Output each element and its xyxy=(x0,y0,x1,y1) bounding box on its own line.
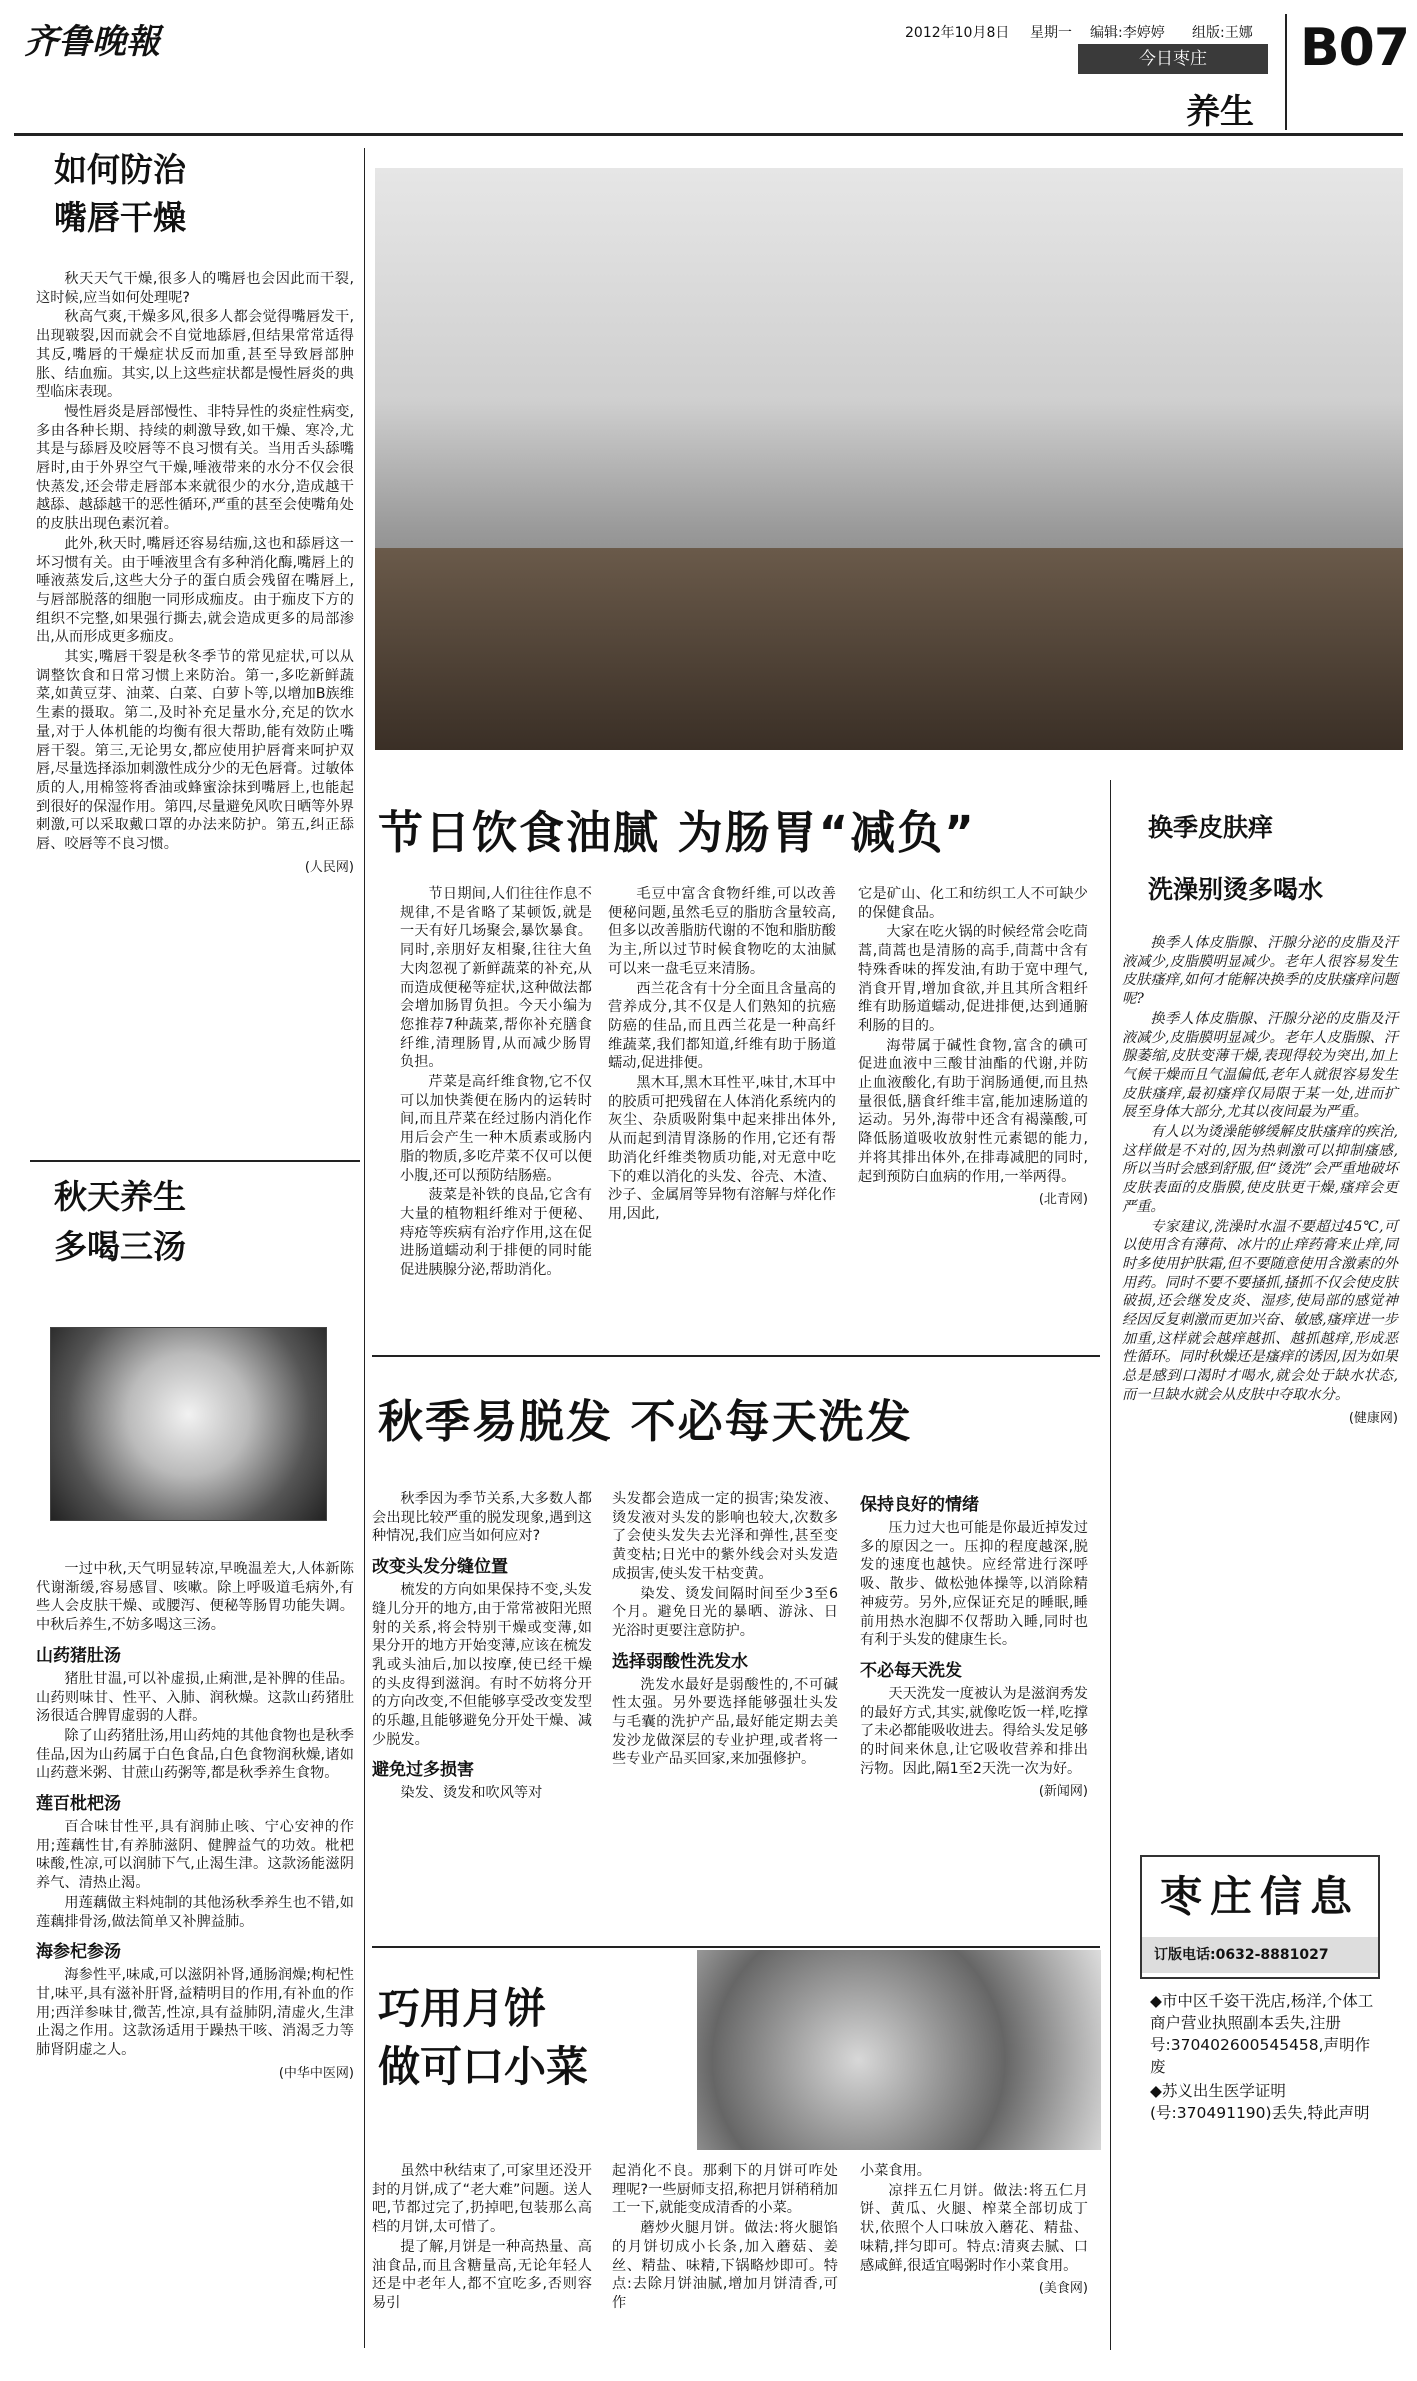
source-credit: (人民网) xyxy=(304,859,354,875)
soup-heading: 山药猪肚汤 xyxy=(36,1645,121,1666)
column-divider xyxy=(364,148,365,2348)
paragraph: 菠菜是补铁的良品,它含有大量的植物粗纤维对于便秘、痔疮等疾病有治疗作用,这在促进肠道蠕动利于排便的同时能促进胰腺分泌,帮助消化。 xyxy=(400,1187,592,1279)
divider xyxy=(30,1160,360,1162)
article-hair-col-3 xyxy=(860,1490,1088,1799)
paragraph: 秋高气爽,干燥多风,很多人都会觉得嘴唇发干,出现皲裂,因而就会不自觉地舔唇,但结果常常适得其反,嘴唇的干燥症状反而加重,甚至导致唇部肿胀、结血痂。其实,以上这些症状都是慢性唇炎的典型临床表现。 xyxy=(36,309,354,401)
paragraph: 慢性唇炎是唇部慢性、非特异性的炎症性病变,多由各种长期、持续的刺激导致,如干燥、寒冷,尤其是与舔唇及咬唇等不良习惯有关。当用舌头舔嘴唇时,由于外界空气干燥,唾液带来的水分不仅会很快蒸发,还会带走唇部本来就很少的水分,造成越干越舔、越舔越干的恶性循环,严重的甚至会使嘴角处的皮肤出现色素沉着。 xyxy=(36,403,354,533)
article-hair-col-1 xyxy=(372,1490,592,1804)
paragraph: 秋季因为季节关系,大多数人都会出现比较严重的脱发现象,遇到这种情况,我们应当如何应对? xyxy=(372,1491,592,1545)
article-soups-title-1: 秋天养生 xyxy=(54,1177,186,1216)
classified-text: 市中区千姿干洗店,杨洋,个体工商户营业执照副本丢失,注册号:370402600545458,声明作废 xyxy=(1150,1992,1374,2076)
mooncake-photo xyxy=(697,1950,1101,2150)
classified-item xyxy=(1150,2080,1376,2124)
article-lips-title-1: 如何防治 xyxy=(54,150,186,189)
paragraph: 黑木耳,黑木耳性平,味甘,木耳中的胶质可把残留在人体消化系统内的灰尘、杂质吸附集中起来排出体外,从而起到清胃涤肠的作用,它还有帮助消化纤维类物质功能,对无意中吃下的难以消化的头发、谷壳、木渣、沙子、金属屑等异物有溶解与烊化作用,因此, xyxy=(608,1075,836,1222)
paragraph: 猪肚甘温,可以补虚损,止痢泄,是补脾的佳品。山药则味甘、性平、入肺、润秋燥。这款山药猪肚汤很适合脾胃虚弱的人群。 xyxy=(36,1670,354,1725)
soup-heading: 海参杞参汤 xyxy=(36,1942,121,1963)
bullet-icon: ◆ xyxy=(1150,2082,1162,2100)
picnic-photo xyxy=(375,168,1403,750)
source-credit: (美食网) xyxy=(1038,2281,1088,2297)
hair-subheading: 保持良好的情绪 xyxy=(860,1495,979,1515)
paragraph: 海参性平,味咸,可以滋阴补肾,通肠润燥;枸杞性甘,味平,具有滋补肝肾,益精明目的作用,有补血的作用;西洋参味甘,微苦,性凉,具有益肺阴,清虚火,生津止渴之作用。这款汤适用于躁热干咳、消渴乏力等肺肾阴虚之人。 xyxy=(36,1967,354,2059)
info-box xyxy=(1140,1855,1380,1979)
article-digest-col-1 xyxy=(400,885,592,1281)
paragraph: 秋天天气干燥,很多人的嘴唇也会因此而干裂,这时候,应当如何处理呢? xyxy=(36,271,354,306)
paragraph: 压力过大也可能是你最近掉发过多的原因之一。压抑的程度越深,脱发的速度也越快。应经常进行深呼吸、散步、做松弛体操等,以消除精神疲劳。另外,应保证充足的睡眠,睡前用热水泡脚不仅帮助入睡,同时也有利于头发的健康生长。 xyxy=(860,1520,1088,1649)
article-digest-title: 节日饮食油腻 为肠胃“减负” xyxy=(378,806,976,859)
paragraph: 海带属于碱性食物,富含的碘可促进血液中三酸甘油酯的代谢,并防止血液酸化,有助于润肠通便,而且热量很低,膳食纤维丰富,能加速肠道的运动。另外,海带中还含有褐藻酸,可降低肠道吸收放射性元素锶的能力,并将其排出体外,在排毒减肥的同时,起到预防白血病的作用,一举两得。 xyxy=(858,1037,1088,1185)
paragraph: 换季人体皮脂腺、汗腺分泌的皮脂及汗液减少,皮脂膜明显减少。老年人很容易发生皮肤瘙痒,如何才能解决换季的皮肤瘙痒问题呢? xyxy=(1122,935,1398,1008)
paragraph: 西兰花含有十分全面且含量高的营养成分,其不仅是人们熟知的抗癌防癌的佳品,而且西兰花是一种高纤维蔬菜,我们都知道,纤维有助于肠道蠕动,促进排便。 xyxy=(608,980,836,1072)
info-box-title: 枣庄信息 xyxy=(1159,1872,1360,1921)
source-credit: (健康网) xyxy=(1348,1410,1398,1426)
article-digest-col-3 xyxy=(858,885,1088,1207)
paragraph: 大家在吃火锅的时候经常会吃茼蒿,茼蒿也是清肠的高手,茼蒿中含有特殊香味的挥发油,有助于宽中理气,消食开胃,增加食欲,并且其所含粗纤维有助肠道蠕动,促进排便,达到通腑利肠的目的。 xyxy=(858,924,1088,1034)
paragraph: 染发、烫发和吹风等对 xyxy=(400,1785,543,1802)
article-lips-title-2: 嘴唇干燥 xyxy=(54,198,186,237)
divider xyxy=(372,1355,1100,1357)
article-skin-title-1: 换季皮肤痒 xyxy=(1148,813,1274,842)
soup-heading: 莲百枇杷汤 xyxy=(36,1794,121,1815)
paragraph: 虽然中秋结束了,可家里还没开封的月饼,成了“老大难”问题。送人吧,节都过完了,扔掉吧,包装那么高档的月饼,太可惜了。 xyxy=(372,2163,592,2236)
hair-subheading: 不必每天洗发 xyxy=(860,1660,962,1681)
paragraph: 其实,嘴唇干裂是秋冬季节的常见症状,可以从调整饮食和日常习惯上来防治。第一,多吃新鲜蔬菜,如黄豆芽、油菜、白菜、白萝卜等,以增加B族维生素的摄取。第二,及时补充足量水分,充足的饮水量,对于人体机能的均衡有很大帮助,能有效防止嘴唇干裂。第三,无论男女,都应使用护唇膏来呵护双唇,尽量选择添加刺激性成分少的无色唇膏。过敏体质的人,用棉签将香油或蜂蜜涂抹到嘴唇上,也能起到很好的保湿作用。第四,尽量避免风吹日晒等外界刺激,可以采取戴口罩的办法来防护。第五,纠正舔唇、咬唇等不良习惯。 xyxy=(36,649,354,853)
paragraph: 蘑炒火腿月饼。做法:将火腿馅的月饼切成小长条,加入蘑菇、姜丝、精盐、味精,下锅略炒即可。特点:去除月饼油腻,增加月饼清香,可作 xyxy=(612,2220,838,2311)
article-mooncake-title-1: 巧用月饼 xyxy=(378,1984,547,2033)
masthead-rule xyxy=(14,133,1403,136)
paragraph: 小菜食用。 xyxy=(860,2163,931,2179)
paragraph: 凉拌五仁月饼。做法:将五仁月饼、黄瓜、火腿、榨菜全部切成丁状,依照个人口味放入蘑花、精盐、味精,拌匀即可。特点:清爽去腻、口感咸鲜,很适宜喝粥时作小菜食用。 xyxy=(860,2182,1088,2274)
page-number: B07 xyxy=(1300,18,1409,78)
paragraph: 它是矿山、化工和纺织工人不可缺少的保健食品。 xyxy=(858,886,1088,921)
hair-subheading: 选择弱酸性洗发水 xyxy=(612,1651,748,1672)
paragraph: 天天洗发一度被认为是滋润秀发的最好方式,其实,就像吃饭一样,吃撑了未必都能吸收进去。得给头发足够的时间来休息,让它吸收营养和排出污物。因此,隔1至2天洗一次为好。 xyxy=(860,1685,1088,1777)
column-name: 养生 xyxy=(1186,92,1254,132)
article-skin-title-2: 洗澡别烫多喝水 xyxy=(1148,875,1324,904)
paragraph: 染发、烫发间隔时间至少3至6个月。避免日光的暴晒、游泳、日光浴时更要注意防护。 xyxy=(612,1585,838,1639)
issue-weekday: 星期一 xyxy=(1030,25,1072,41)
paragraph: 专家建议,洗澡时水温不要超过45℃,可以使用含有薄荷、冰片的止痒药膏来止痒,同时多使用护肤霜,但不要随意使用含激素的外用药。同时不要不要搔抓,搔抓不仅会使皮肤破损,还会继发皮炎、湿疹,使局部的感觉神经因反复刺激而更加兴奋、敏感,瘙痒进一步加重,这样就会越痒越抓、越抓越痒,形成恶性循环。同时秋燥还是瘙痒的诱因,因为如果总是感到口渴时才喝水,就会处于缺水状态,而一旦缺水就会从皮肤中夺取水分。 xyxy=(1122,1218,1398,1403)
paragraph: 换季人体皮脂腺、汗腺分泌的皮脂及汗液减少,皮脂膜明显减少。老年人皮脂腺、汗腺萎缩,皮肤变薄干燥,表现得较为突出,加上气候干燥而且气温偏低,老年人就很容易发生皮肤瘙痒,最初瘙痒仅局限于某一处,进而扩展至身体大部分,尤其以夜间最为严重。 xyxy=(1122,1010,1398,1121)
article-lips xyxy=(36,146,354,875)
paragraph: 芹菜是高纤维食物,它不仅可以加快粪便在肠内的运转时间,而且芹菜在经过肠内消化作用后会产生一种木质素或肠内脂的物质,多吃芹菜不仅可以便小腹,还可以预防结肠癌。 xyxy=(400,1074,592,1184)
issue-date: 2012年10月8日 xyxy=(905,25,1010,41)
article-soups-title-2: 多喝三汤 xyxy=(54,1227,186,1266)
paragraph: 除了山药猪肚汤,用山药炖的其他食物也是秋季佳品,因为山药属于白色食品,白色食物润秋燥,诸如山药薏米粥、甘蔗山药粥等,都是秋季养生食物。 xyxy=(36,1727,354,1782)
paragraph: 毛豆中富含食物纤维,可以改善便秘问题,虽然毛豆的脂肪含量较高,但多以改善脂肪代谢的不饱和脂肪酸为主,所以过节时候食物吃的太油腻可以来一盘毛豆来清肠。 xyxy=(608,886,836,977)
classified-item xyxy=(1150,1990,1376,2078)
info-box-phone: 订版电话:0632-8881027 xyxy=(1142,1937,1378,1973)
paragraph: 用莲藕做主料炖制的其他汤秋季养生也不错,如莲藕排骨汤,做法简单又补脾益肺。 xyxy=(36,1894,354,1930)
paragraph: 此外,秋天时,嘴唇还容易结痂,这也和舔唇这一坏习惯有关。由于唾液里含有多种消化酶,嘴唇上的唾液蒸发后,这些大分子的蛋白质会残留在嘴唇上,与唇部脱落的细胞一同形成痂皮。由于痂皮下方的组织不完整,如果强行撕去,就会造成更多的局部渗出,从而形成更多痂皮。 xyxy=(36,535,354,646)
article-hair-title: 秋季易脱发 不必每天洗发 xyxy=(378,1395,913,1448)
designer-credit: 组版:王娜 xyxy=(1192,25,1253,41)
article-mooncake-title-2: 做可口小菜 xyxy=(378,2042,589,2091)
bullet-icon: ◆ xyxy=(1150,1992,1162,2010)
hair-subheading: 避免过多损害 xyxy=(372,1760,474,1781)
paragraph: 梳发的方向如果保持不变,头发缝儿分开的地方,由于常常被阳光照射的关系,将会特别干燥或变薄,如果分开的地方开始变薄,应该在梳发乳或头油后,加以按摩,使已经干燥的头皮得到滋润。有时不妨将分开的方向改变,不但能够享受改变发型的乐趣,且能够避免分开处干燥、减少脱发。 xyxy=(372,1582,592,1748)
paragraph: 提了解,月饼是一种高热量、高油食品,而且含糖量高,无论年轻人还是中老年人,都不宜吃多,否则容易引 xyxy=(372,2238,592,2311)
masthead-divider xyxy=(1285,14,1287,130)
article-mooncake-col-2 xyxy=(612,2162,838,2314)
section-badge: 今日枣庄 xyxy=(1078,44,1268,74)
article-soups xyxy=(36,1172,354,1272)
paragraph: 一过中秋,天气明显转凉,早晚温差大,人体新陈代谢渐缓,容易感冒、咳嗽。除上呼吸道毛病外,有些人会皮肤干燥、或腰泻、便秘等肠胃功能失调。中秋后养生,不妨多喝这三汤。 xyxy=(36,1561,354,1634)
classifieds xyxy=(1150,1990,1376,2124)
article-digest-col-2 xyxy=(608,885,836,1225)
source-credit: (中华中医网) xyxy=(278,2065,354,2081)
hair-subheading: 改变头发分缝位置 xyxy=(372,1557,508,1578)
paragraph: 起消化不良。那剩下的月饼可咋处理呢?一些厨师支招,称把月饼稍稍加工一下,就能变成清香的小菜。 xyxy=(612,2163,838,2217)
paragraph: 节日期间,人们往往作息不规律,不是省略了某顿饭,就是一天有好几场聚会,暴饮暴食。同时,亲朋好友相聚,往往大鱼大肉忽视了新鲜蔬菜的补充,从而造成便秘等症状,这种做法都会增加肠胃负担。今天小编为您推荐7种蔬菜,帮你补充膳食纤维,清理肠胃,从而减少肠胃负担。 xyxy=(400,886,592,1071)
article-mooncake-col-1 xyxy=(372,2162,592,2314)
article-mooncake-col-3 xyxy=(860,2162,1088,2296)
source-credit: (北青网) xyxy=(1038,1192,1088,1208)
paragraph: 百合味甘性平,具有润肺止咳、宁心安神的作用;莲藕性甘,有养肺滋阴、健脾益气的功效。枇杷味酸,性凉,可以润肺下气,止渴生津。这款汤能滋阴养气、清热止渴。 xyxy=(36,1819,354,1892)
paragraph: 头发都会造成一定的损害;染发液、烫发液对头发的影响也较大,次数多了会使头发失去光泽和弹性,甚至变黄变枯;日光中的紫外线会对头发造成损害,使头发干枯变黄。 xyxy=(612,1491,838,1582)
newspaper-logo: 齐鲁晚報 xyxy=(24,22,160,62)
article-hair-col-2 xyxy=(612,1490,838,1770)
classified-text: 苏义出生医学证明(号:370491190)丢失,特此声明 xyxy=(1150,2082,1370,2122)
photo-table xyxy=(375,548,1403,750)
article-skin xyxy=(1122,810,1398,1426)
soup-photo xyxy=(50,1327,327,1521)
editor-credit: 编辑:李婷婷 xyxy=(1090,25,1165,41)
paragraph: 有人以为烫澡能够缓解皮肤瘙痒的疾治,这样做是不对的,因为热刺激可以抑制瘙感,所以当时会感到舒服,但“烫洗”会严重地破坏皮肤表面的皮脂膜,使皮肤更干燥,瘙痒会更严重。 xyxy=(1122,1124,1398,1215)
divider xyxy=(372,1946,1100,1948)
column-divider xyxy=(1110,780,1111,2350)
source-credit: (新闻网) xyxy=(1038,1784,1088,1800)
paragraph: 洗发水最好是弱酸性的,不可碱性太强。另外要选择能够强壮头发与毛囊的洗护产品,最好能定期去美发沙龙做深层的专业护理,或者将一些专业产品买回家,来加强修护。 xyxy=(612,1676,838,1768)
